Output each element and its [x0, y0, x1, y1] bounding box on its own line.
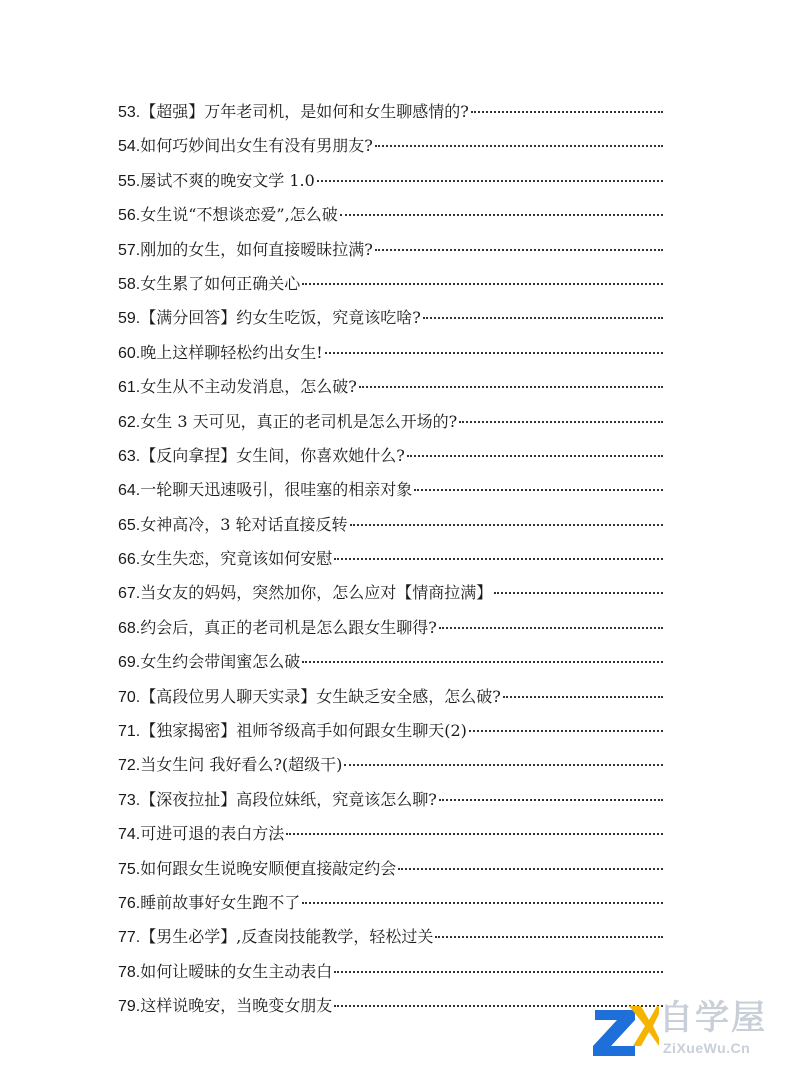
toc-entry-title: 【满分回答】约女生吃饭，究竟该吃啥?: [140, 308, 421, 328]
toc-entry[interactable]: [118, 164, 663, 198]
toc-entry-title: 睡前故事好女生跑不了: [140, 892, 301, 912]
toc-entry-number: 76.: [118, 894, 141, 912]
toc-entry-number: 66.: [118, 551, 141, 569]
toc-entry-number: 77.: [118, 929, 141, 947]
dot-leader: [439, 799, 663, 801]
dot-leader: [471, 111, 663, 113]
dot-leader: [375, 145, 663, 147]
toc-entry-title: 【深夜拉扯】高段位妹纸，究竟该怎么聊?: [140, 789, 437, 809]
toc-entry-number: 55.: [118, 172, 141, 190]
toc-entry-number: 72.: [118, 757, 141, 775]
zx-logo-icon: [589, 996, 659, 1060]
toc-entry-title: 当女友的妈妈，突然加你，怎么应对【情商拉满】: [140, 583, 493, 603]
toc-entry-number: 64.: [118, 482, 141, 500]
dot-leader: [359, 386, 663, 388]
toc-entry-title: 一轮聊天迅速吸引，很哇塞的相亲对象: [140, 480, 413, 500]
toc-entry[interactable]: [118, 473, 663, 507]
dot-leader: [350, 524, 663, 526]
dot-leader: [423, 317, 663, 319]
toc-entry-number: 65.: [118, 516, 141, 534]
dot-leader: [302, 661, 663, 663]
dot-leader: [459, 421, 663, 423]
toc-entry[interactable]: [118, 886, 663, 920]
toc-entry[interactable]: [118, 748, 663, 782]
toc-entry[interactable]: [118, 542, 663, 576]
toc-entry-number: 63.: [118, 447, 141, 465]
dot-leader: [344, 764, 663, 766]
dot-leader: [414, 489, 663, 491]
toc-entry-number: 69.: [118, 654, 141, 672]
toc-entry[interactable]: [118, 645, 663, 679]
toc-entry-title: 女生失恋，究竟该如何安慰: [140, 549, 333, 569]
toc-entry[interactable]: [118, 405, 663, 439]
toc-entry[interactable]: [118, 783, 663, 817]
toc-entry-title: 【反向拿捏】女生间，你喜欢她什么?: [140, 445, 405, 465]
toc-entry-title: 女神高冷，3 轮对话直接反转: [140, 514, 348, 534]
toc-entry-title: 【男生必学】,反查岗技能教学，轻松过关: [140, 927, 434, 947]
toc-entry[interactable]: [118, 233, 663, 267]
dot-leader: [334, 558, 663, 560]
toc-entry-title: 这样说晚安，当晚变女朋友: [140, 996, 333, 1016]
dot-leader: [302, 902, 663, 904]
dot-leader: [325, 352, 663, 354]
toc-entry[interactable]: [118, 989, 663, 1023]
toc-entry-number: 78.: [118, 963, 141, 981]
toc-entry-number: 54.: [118, 138, 141, 156]
toc-entry-title: 【高段位男人聊天实录】女生缺乏安全感，怎么破?: [140, 686, 501, 706]
toc-entry-title: 女生 3 天可见，真正的老司机是怎么开场的?: [140, 411, 458, 431]
toc-entry[interactable]: [118, 680, 663, 714]
toc-entry-title: 约会后，真正的老司机是怎么跟女生聊得?: [140, 617, 437, 637]
toc-entry-number: 79.: [118, 998, 141, 1016]
toc-entry[interactable]: [118, 198, 663, 232]
toc-entry[interactable]: [118, 714, 663, 748]
toc-entry-title: 【超强】万年老司机，是如何和女生聊感情的?: [140, 102, 469, 121]
watermark-title: 自学屋: [659, 998, 767, 1038]
toc-entry-number: 53.: [118, 104, 141, 121]
toc-entry-title: 晚上这样聊轻松约出女生!: [140, 342, 323, 362]
dot-leader: [334, 971, 663, 973]
dot-leader: [398, 868, 663, 870]
toc-entry-title: 当女生问 我好看么?(超级干): [140, 755, 343, 775]
dot-leader: [302, 283, 663, 285]
toc-entry-number: 60.: [118, 344, 141, 362]
toc-entry[interactable]: [118, 95, 663, 129]
toc-entry-title: 如何让暧昧的女生主动表白: [140, 961, 333, 981]
toc-entry-number: 56.: [118, 207, 141, 225]
toc-entry-number: 71.: [118, 723, 141, 741]
table-of-contents: [118, 95, 663, 1024]
toc-entry[interactable]: [118, 920, 663, 954]
toc-entry[interactable]: [118, 576, 663, 610]
toc-entry-number: 70.: [118, 688, 141, 706]
toc-entry-title: 女生说“不想谈恋爱”,怎么破: [140, 205, 338, 225]
toc-entry[interactable]: [118, 336, 663, 370]
dot-leader: [469, 730, 663, 732]
toc-entry[interactable]: [118, 129, 663, 163]
watermark-domain: ZiXueWu.Cn: [663, 1040, 751, 1056]
toc-entry-title: 刚加的女生，如何直接暧昧拉满?: [140, 239, 373, 259]
toc-entry-number: 67.: [118, 585, 141, 603]
toc-entry[interactable]: [118, 267, 663, 301]
toc-entry[interactable]: [118, 301, 663, 335]
toc-entry[interactable]: [118, 852, 663, 886]
toc-entry-number: 59.: [118, 310, 141, 328]
toc-entry-title: 女生从不主动发消息，怎么破?: [140, 377, 357, 397]
toc-entry-number: 61.: [118, 379, 141, 397]
toc-entry-number: 68.: [118, 619, 141, 637]
dot-leader: [494, 592, 663, 594]
site-watermark: [589, 996, 789, 1066]
dot-leader: [317, 180, 663, 182]
toc-entry-title: 女生累了如何正确关心: [140, 273, 301, 293]
toc-entry-title: 女生约会带闺蜜怎么破: [140, 652, 301, 672]
toc-entry-title: 可进可退的表白方法: [140, 824, 285, 844]
toc-entry-title: 屡试不爽的晚安文学 1.0: [140, 170, 315, 190]
dot-leader: [435, 936, 663, 938]
dot-leader: [439, 627, 663, 629]
toc-entry-number: 62.: [118, 413, 141, 431]
toc-entry-number: 75.: [118, 860, 141, 878]
toc-entry[interactable]: [118, 817, 663, 851]
toc-entry-number: 73.: [118, 791, 141, 809]
dot-leader: [340, 214, 663, 216]
dot-leader: [503, 696, 663, 698]
toc-entry[interactable]: [118, 611, 663, 645]
toc-entry-number: 74.: [118, 826, 141, 844]
dot-leader: [286, 833, 663, 835]
toc-entry-title: 如何巧妙间出女生有没有男朋友?: [140, 136, 373, 156]
toc-entry-number: 57.: [118, 241, 141, 259]
dot-leader: [375, 249, 663, 251]
toc-entry[interactable]: [118, 370, 663, 404]
toc-entry-number: 58.: [118, 275, 141, 293]
toc-entry-title: 如何跟女生说晚安顺便直接敲定约会: [140, 858, 397, 878]
toc-entry[interactable]: [118, 508, 663, 542]
dot-leader: [407, 455, 663, 457]
toc-entry-title: 【独家揭密】祖师爷级高手如何跟女生聊天(2): [140, 721, 467, 741]
toc-entry[interactable]: [118, 439, 663, 473]
toc-entry[interactable]: [118, 955, 663, 989]
